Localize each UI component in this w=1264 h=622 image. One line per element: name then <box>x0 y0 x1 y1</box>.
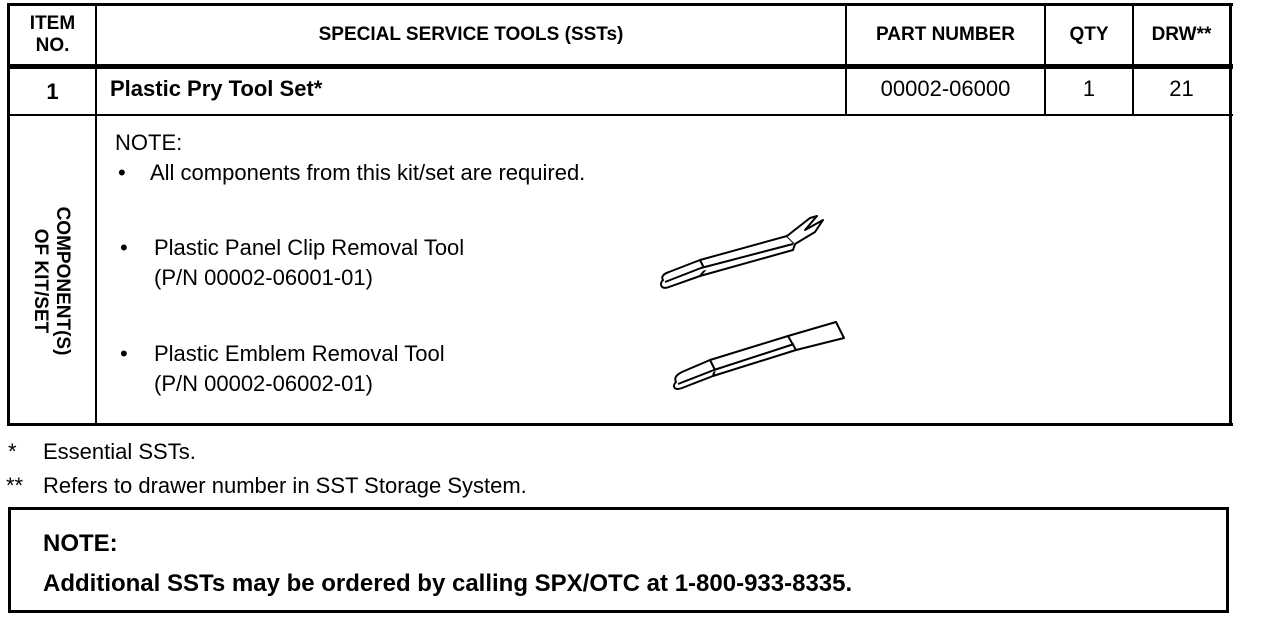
footnote-text-2: Refers to drawer number in SST Storage System. <box>43 473 527 498</box>
bottom-note-text: Additional SSTs may be ordered by calling SPX/OTC at 1-800-933-8335. <box>43 570 853 597</box>
table-border-bottom <box>8 423 1233 426</box>
component-pn-1: (P/N 00002-06001-01) <box>154 265 373 290</box>
component-name-2: Plastic Emblem Removal Tool <box>154 341 445 366</box>
header-drw: DRW** <box>1151 24 1212 45</box>
header-tools: SPECIAL SERVICE TOOLS (SSTs) <box>318 24 624 45</box>
components-note-bullet: All components from this kit/set are required. <box>150 160 586 185</box>
footnote-text-1: Essential SSTs. <box>43 439 196 464</box>
emblem-removal-tool-illustration <box>668 318 848 393</box>
header-qty: QTY <box>1069 24 1109 45</box>
row-qty: 1 <box>1082 76 1096 101</box>
header-item-no: ITEM NO. <box>29 13 76 56</box>
row-item-no: 1 <box>46 78 59 104</box>
table-border-right <box>1229 3 1232 426</box>
bullet-dot: • <box>120 341 128 366</box>
components-side-label: COMPONENT(S) OF KIT/SET <box>30 206 73 356</box>
header-part-number: PART NUMBER <box>876 24 1015 45</box>
row-tool-name: Plastic Pry Tool Set* <box>110 76 323 101</box>
components-note-title: NOTE: <box>115 130 183 155</box>
component-pn-2: (P/N 00002-06002-01) <box>154 371 373 396</box>
bullet-dot: • <box>118 160 126 185</box>
bottom-note-title: NOTE: <box>43 530 118 557</box>
table-border-left <box>7 3 10 426</box>
col-divider-1 <box>95 3 97 426</box>
row-divider <box>8 114 1233 116</box>
bottom-note-box <box>8 507 1229 613</box>
panel-clip-removal-tool-illustration <box>655 208 830 293</box>
footnote-mark-1: * <box>8 439 17 464</box>
footnote-mark-2: ** <box>6 473 24 498</box>
bullet-dot: • <box>120 235 128 260</box>
row-drw: 21 <box>1169 76 1194 101</box>
row-part-number: 00002-06000 <box>880 76 1011 101</box>
component-name-1: Plastic Panel Clip Removal Tool <box>154 235 465 260</box>
